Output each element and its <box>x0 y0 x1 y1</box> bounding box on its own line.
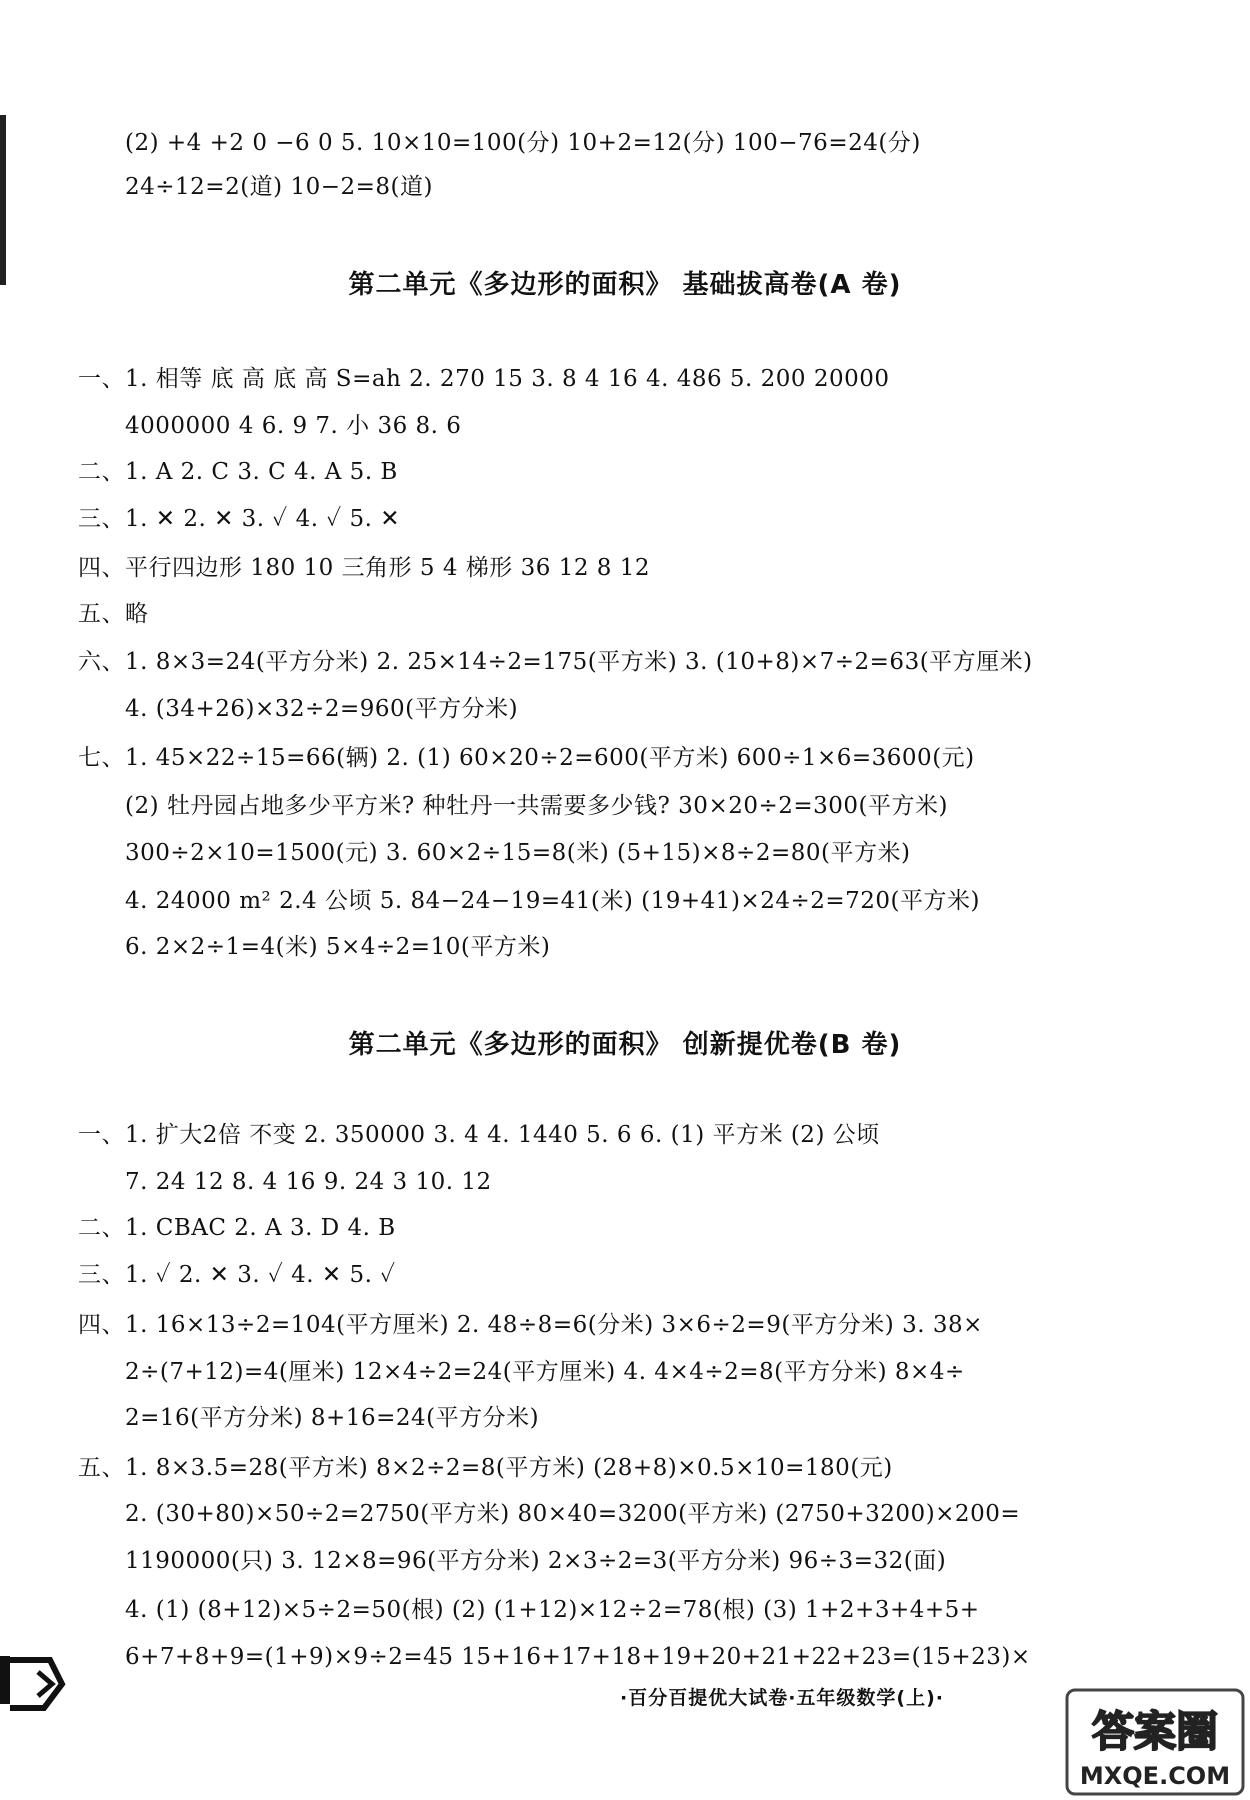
answer-line: 4000000 4 6. 9 7. 小 36 8. 6 <box>125 413 462 439</box>
answer-line: 7. 24 12 8. 4 16 9. 24 3 10. 12 <box>125 1169 492 1195</box>
answer-line: 五、略 <box>78 601 149 627</box>
binding-edge <box>0 115 6 285</box>
answer-line: 四、1. 16×13÷2=104(平方厘米) 2. 48÷8=6(分米) 3×6÷2=9(平方分米) 3. 38× <box>78 1312 983 1338</box>
answer-line: 三、1. ✕ 2. ✕ 3. ✓ 4. ✓ 5. ✕ <box>78 506 401 532</box>
section-title-b: 第二单元《多边形的面积》 创新提优卷(B 卷) <box>348 1030 902 1060</box>
answer-line: 七、1. 45×22÷15=66(辆) 2. (1) 60×20÷2=600(平方米) 600÷1×6=3600(元) <box>78 745 975 771</box>
answer-line: 三、1. ✓ 2. ✕ 3. ✓ 4. ✕ 5. ✓ <box>78 1262 396 1288</box>
answer-line: 五、1. 8×3.5=28(平方米) 8×2÷2=8(平方米) (28+8)×0.5×10=180(元) <box>78 1455 893 1481</box>
answer-line: 6. 2×2÷1=4(米) 5×4÷2=10(平方米) <box>125 934 551 960</box>
answer-line: 4. (1) (8+12)×5÷2=50(根) (2) (1+12)×12÷2=78(根) (3) 1+2+3+4+5+ <box>125 1597 980 1623</box>
answer-line: 1190000(只) 3. 12×8=96(平方分米) 2×3÷2=3(平方分米) 96÷3=32(面) <box>125 1548 947 1574</box>
answer-line: 一、1. 相等 底 高 底 高 S=ah 2. 270 15 3. 8 4 16 4. 486 5. 200 20000 <box>78 366 890 392</box>
section-title-a: 第二单元《多边形的面积》 基础拔高卷(A 卷) <box>348 270 902 300</box>
answer-line: (2) 牡丹园占地多少平方米? 种牡丹一共需要多少钱? 30×20÷2=300(平方米) <box>125 793 949 819</box>
page-corner-mark <box>0 1648 80 1728</box>
watermark-text: 答案圈 <box>1091 1707 1219 1756</box>
answer-line: 4. (34+26)×32÷2=960(平方分米) <box>125 696 519 722</box>
answer-line: 2÷(7+12)=4(厘米) 12×4÷2=24(平方厘米) 4. 4×4÷2=8(平方分米) 8×4÷ <box>125 1359 965 1385</box>
answer-line: 2. (30+80)×50÷2=2750(平方米) 80×40=3200(平方米) (2750+3200)×200= <box>125 1501 1021 1527</box>
answer-line: 一、1. 扩大2倍 不变 2. 350000 3. 4 4. 1440 5. 6 6. (1) 平方米 (2) 公顷 <box>78 1122 880 1148</box>
answer-line: 四、平行四边形 180 10 三角形 5 4 梯形 36 12 8 12 <box>78 555 650 581</box>
watermark-domain: MXQE.COM <box>1079 1762 1231 1790</box>
answer-line: (2) +4 +2 0 −6 0 5. 10×10=100(分) 10+2=12(分) 100−76=24(分) <box>125 130 921 156</box>
answer-line: 4. 24000 m² 2.4 公顷 5. 84−24−19=41(米) (19+41)×24÷2=720(平方米) <box>125 888 980 914</box>
answer-line: 24÷12=2(道) 10−2=8(道) <box>125 174 433 200</box>
answer-line: 300÷2×10=1500(元) 3. 60×2÷15=8(米) (5+15)×8÷2=80(平方米) <box>125 840 911 866</box>
answer-line: 2=16(平方分米) 8+16=24(平方分米) <box>125 1405 540 1431</box>
page-footer: ·百分百提优大试卷·五年级数学(上)· <box>620 1687 945 1709</box>
answer-line: 二、1. A 2. C 3. C 4. A 5. B <box>78 459 398 485</box>
answer-line: 二、1. CBAC 2. A 3. D 4. B <box>78 1215 396 1241</box>
answer-line: 六、1. 8×3=24(平方分米) 2. 25×14÷2=175(平方米) 3. (10+8)×7÷2=63(平方厘米) <box>78 649 1033 675</box>
answer-line: 6+7+8+9=(1+9)×9÷2=45 15+16+17+18+19+20+21+22+23=(15+23)× <box>125 1644 1031 1670</box>
watermark-logo <box>1065 1688 1245 1796</box>
